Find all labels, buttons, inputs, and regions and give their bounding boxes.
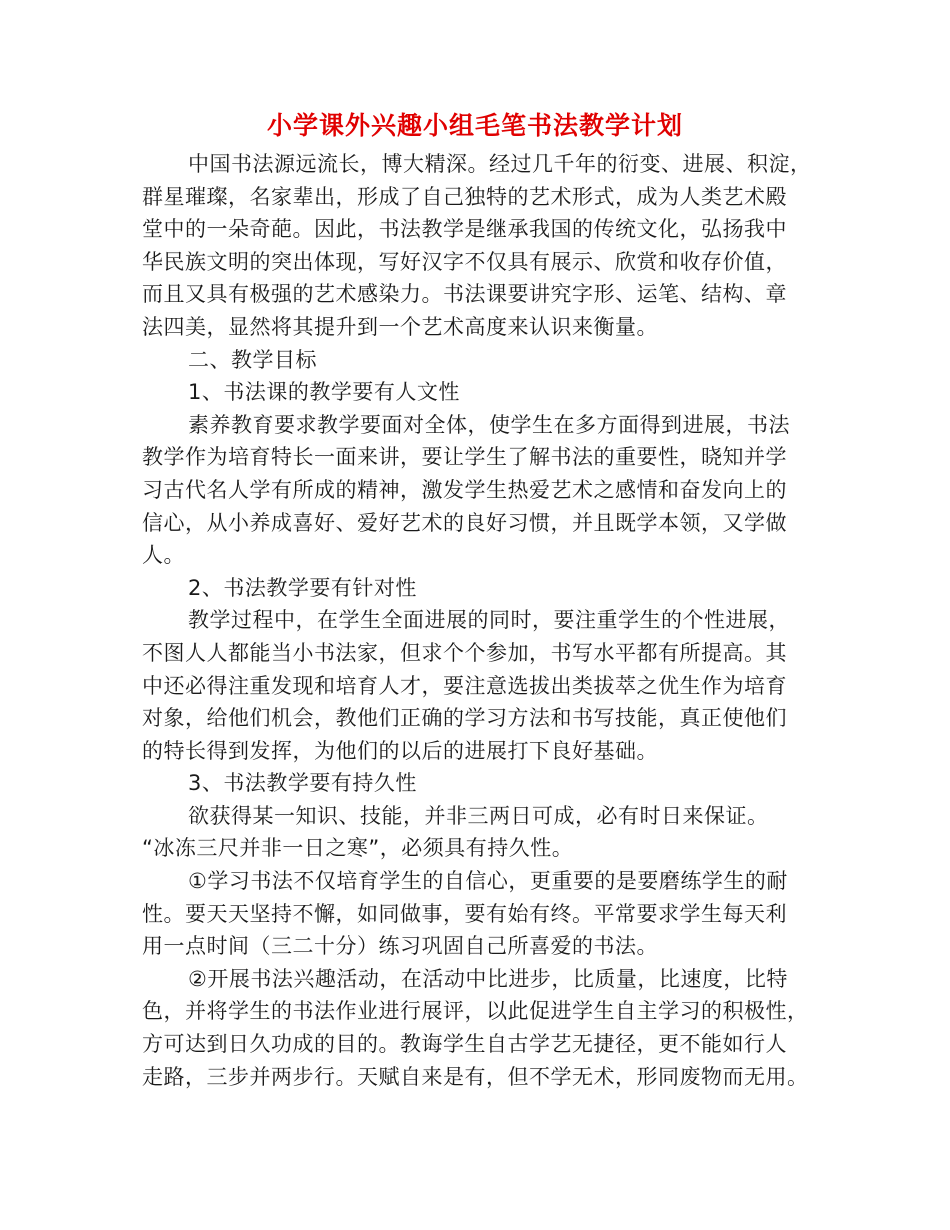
text-line: 法四美，显然将其提升到一个艺术高度来认识来衡量。 <box>142 314 658 339</box>
text-line: 中还必得注重发现和培育人才，要注意选拔出类拔萃之优生作为培育 <box>142 673 787 698</box>
subsection-heading: 3、书法教学要有持久性 <box>188 771 417 796</box>
text-line: 素养教育要求教学要面对全体，使学生在多方面得到进展，书法 <box>188 412 790 437</box>
document-title: 小学课外兴趣小组毛笔书法教学计划 <box>266 111 683 140</box>
text-line: 中国书法源远流长，博大精深。经过几千年的衍变、进展、积淀， <box>188 152 812 176</box>
text-line: 的特长得到发挥，为他们的以后的进展打下良好基础。 <box>142 738 658 763</box>
text-line: 色，并将学生的书法作业进行展评，以此促进学生自主学习的积极性， <box>142 999 809 1024</box>
text-line: 信心，从小养成喜好、爱好艺术的良好习惯，并且既学本领，又学做 <box>142 510 787 535</box>
text-line: 对象，给他们机会，教他们正确的学习方法和书写技能，真正使他们 <box>142 706 787 731</box>
text-line: ②开展书法兴趣活动，在活动中比进步，比质量，比速度，比特 <box>188 966 788 991</box>
text-line: 走路，三步并两步行。天赋自来是有，但不学无术，形同废物而无用。 <box>142 1064 809 1089</box>
text-line: 欲获得某一知识、技能，并非三两日可成，必有时日来保证。 <box>188 803 769 828</box>
text-line: 堂中的一朵奇葩。因此，书法教学是继承我国的传统文化，弘扬我中 <box>142 217 787 242</box>
subsection-heading: 1、书法课的教学要有人文性 <box>188 380 460 405</box>
document-body <box>142 148 810 1093</box>
text-line: 性。要天天坚持不懈，如同做事，要有始有终。平常要求学生每天利 <box>142 901 787 926</box>
subsection-heading: 2、书法教学要有针对性 <box>188 575 417 600</box>
text-line: 不图人人都能当小书法家，但求个个参加，书写水平都有所提高。其 <box>142 640 787 665</box>
text-line: 用一点时间（三二十分）练习巩固自己所喜爱的书法。 <box>142 934 658 959</box>
text-line: ①学习书法不仅培育学生的自信心，更重要的是要磨练学生的耐 <box>188 869 788 894</box>
text-line: 教学作为培育特长一面来讲，要让学生了解书法的重要性，晓知并学 <box>142 445 787 470</box>
text-line: 人。 <box>142 543 185 568</box>
text-line: 而且又具有极强的艺术感染力。书法课要讲究字形、运笔、结构、章 <box>142 282 787 307</box>
text-line: 习古代名人学有所成的精神，激发学生热爱艺术之感情和奋发向上的 <box>142 477 787 502</box>
text-line: 华民族文明的突出体现，写好汉字不仅具有展示、欣赏和收存价值， <box>142 249 787 274</box>
text-line: 方可达到日久功成的目的。教诲学生自古学艺无捷径，更不能如行人 <box>142 1032 787 1057</box>
text-line: 群星璀璨，名家辈出，形成了自己独特的艺术形式，成为人类艺术殿 <box>142 184 787 209</box>
text-line: 教学过程中，在学生全面进展的同时，要注重学生的个性进展， <box>188 608 790 633</box>
text-line: “冰冻三尺并非一日之寒”，必须具有持久性。 <box>142 836 574 861</box>
section-heading: 二、教学目标 <box>188 347 317 372</box>
